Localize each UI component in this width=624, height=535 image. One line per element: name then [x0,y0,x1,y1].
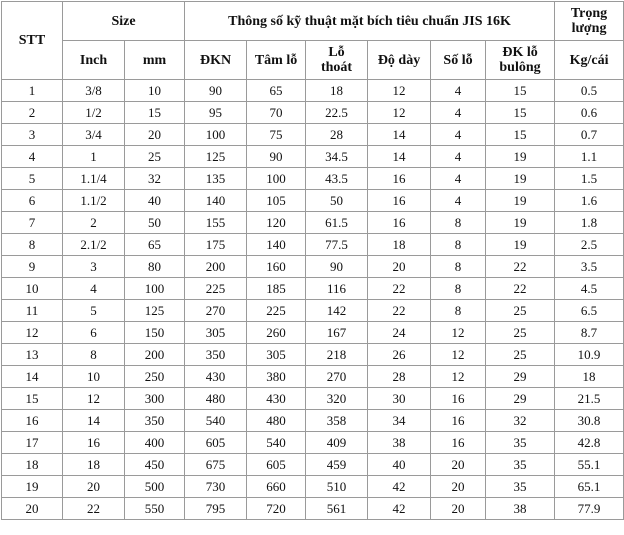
cell-stt: 9 [2,256,63,278]
cell-weight: 0.5 [555,80,624,102]
cell-tam-lo: 185 [247,278,306,300]
cell-lo-thoat: 510 [306,476,368,498]
cell-tam-lo: 660 [247,476,306,498]
cell-inch: 3/8 [63,80,125,102]
cell-do-day: 28 [368,366,431,388]
cell-tam-lo: 75 [247,124,306,146]
cell-weight: 1.8 [555,212,624,234]
cell-dkn: 430 [185,366,247,388]
cell-inch: 3/4 [63,124,125,146]
header-row-sub [2,41,624,80]
cell-mm: 500 [125,476,185,498]
cell-inch: 8 [63,344,125,366]
cell-so-lo: 12 [431,366,486,388]
table-row [2,124,624,146]
cell-lo-thoat: 90 [306,256,368,278]
cell-weight: 4.5 [555,278,624,300]
cell-lo-thoat: 167 [306,322,368,344]
cell-lo-thoat: 18 [306,80,368,102]
table-row [2,256,624,278]
cell-inch: 1 [63,146,125,168]
cell-do-day: 14 [368,124,431,146]
table-row [2,190,624,212]
cell-tam-lo: 605 [247,454,306,476]
cell-inch: 16 [63,432,125,454]
table-row [2,366,624,388]
cell-lo-thoat: 116 [306,278,368,300]
cell-dkn: 140 [185,190,247,212]
cell-do-day: 34 [368,410,431,432]
cell-mm: 40 [125,190,185,212]
cell-stt: 16 [2,410,63,432]
table-row [2,80,624,102]
cell-weight: 0.6 [555,102,624,124]
cell-so-lo: 4 [431,146,486,168]
cell-lo-thoat: 22.5 [306,102,368,124]
cell-lo-thoat: 43.5 [306,168,368,190]
cell-tam-lo: 140 [247,234,306,256]
cell-mm: 15 [125,102,185,124]
cell-dk-lo: 19 [486,234,555,256]
cell-tam-lo: 380 [247,366,306,388]
cell-stt: 8 [2,234,63,256]
cell-stt: 2 [2,102,63,124]
cell-mm: 80 [125,256,185,278]
cell-dk-lo: 19 [486,190,555,212]
cell-do-day: 16 [368,168,431,190]
cell-inch: 2 [63,212,125,234]
cell-weight: 77.9 [555,498,624,520]
cell-dk-lo: 29 [486,366,555,388]
cell-weight: 18 [555,366,624,388]
table-row [2,388,624,410]
cell-inch: 10 [63,366,125,388]
cell-dk-lo: 19 [486,146,555,168]
cell-dkn: 135 [185,168,247,190]
cell-dk-lo: 25 [486,322,555,344]
cell-mm: 20 [125,124,185,146]
table-row [2,146,624,168]
cell-so-lo: 4 [431,168,486,190]
cell-mm: 50 [125,212,185,234]
header-lo-thoat [306,41,368,80]
cell-so-lo: 12 [431,322,486,344]
cell-lo-thoat: 77.5 [306,234,368,256]
table-row [2,344,624,366]
cell-stt: 14 [2,366,63,388]
cell-mm: 150 [125,322,185,344]
header-stt: STT [2,2,63,80]
cell-weight: 3.5 [555,256,624,278]
table-row [2,410,624,432]
header-row-top [2,2,624,41]
header-weight-line2: lượng [571,21,607,36]
cell-dk-lo: 22 [486,278,555,300]
header-dk-lo [486,41,555,80]
cell-dk-lo: 29 [486,388,555,410]
cell-do-day: 30 [368,388,431,410]
cell-do-day: 20 [368,256,431,278]
cell-do-day: 42 [368,498,431,520]
cell-tam-lo: 105 [247,190,306,212]
cell-tam-lo: 305 [247,344,306,366]
cell-do-day: 22 [368,278,431,300]
cell-inch: 1.1/4 [63,168,125,190]
cell-stt: 13 [2,344,63,366]
cell-mm: 550 [125,498,185,520]
cell-so-lo: 8 [431,278,486,300]
cell-dkn: 305 [185,322,247,344]
cell-do-day: 18 [368,234,431,256]
cell-inch: 1.1/2 [63,190,125,212]
cell-stt: 15 [2,388,63,410]
cell-mm: 350 [125,410,185,432]
cell-lo-thoat: 270 [306,366,368,388]
cell-so-lo: 4 [431,80,486,102]
cell-so-lo: 4 [431,102,486,124]
cell-do-day: 12 [368,102,431,124]
cell-stt: 18 [2,454,63,476]
cell-so-lo: 20 [431,454,486,476]
cell-dk-lo: 35 [486,432,555,454]
cell-dkn: 100 [185,124,247,146]
cell-do-day: 26 [368,344,431,366]
cell-dkn: 540 [185,410,247,432]
cell-tam-lo: 70 [247,102,306,124]
header-do-day: Độ dày [368,41,431,80]
header-mm: mm [125,41,185,80]
header-weight-line1: Trọng [570,6,608,21]
cell-weight: 30.8 [555,410,624,432]
table-row [2,300,624,322]
cell-weight: 1.1 [555,146,624,168]
cell-dkn: 90 [185,80,247,102]
header-inch: Inch [63,41,125,80]
cell-lo-thoat: 561 [306,498,368,520]
cell-inch: 5 [63,300,125,322]
cell-lo-thoat: 459 [306,454,368,476]
cell-weight: 21.5 [555,388,624,410]
cell-do-day: 42 [368,476,431,498]
cell-dkn: 175 [185,234,247,256]
cell-weight: 8.7 [555,322,624,344]
cell-so-lo: 12 [431,344,486,366]
cell-lo-thoat: 50 [306,190,368,212]
header-kg-cai: Kg/cái [555,41,624,80]
cell-dkn: 200 [185,256,247,278]
cell-inch: 14 [63,410,125,432]
table-row [2,278,624,300]
cell-mm: 100 [125,278,185,300]
cell-dk-lo: 19 [486,212,555,234]
cell-do-day: 16 [368,212,431,234]
cell-stt: 12 [2,322,63,344]
table-row [2,432,624,454]
cell-stt: 6 [2,190,63,212]
cell-weight: 10.9 [555,344,624,366]
cell-inch: 3 [63,256,125,278]
table-row [2,322,624,344]
cell-inch: 1/2 [63,102,125,124]
cell-mm: 250 [125,366,185,388]
cell-weight: 42.8 [555,432,624,454]
table-row [2,102,624,124]
cell-dkn: 795 [185,498,247,520]
cell-tam-lo: 720 [247,498,306,520]
cell-mm: 400 [125,432,185,454]
cell-mm: 300 [125,388,185,410]
cell-weight: 1.5 [555,168,624,190]
cell-tam-lo: 90 [247,146,306,168]
cell-so-lo: 8 [431,300,486,322]
cell-mm: 65 [125,234,185,256]
cell-dk-lo: 38 [486,498,555,520]
cell-lo-thoat: 320 [306,388,368,410]
cell-stt: 10 [2,278,63,300]
cell-stt: 11 [2,300,63,322]
table-body [2,80,624,520]
cell-lo-thoat: 358 [306,410,368,432]
cell-tam-lo: 160 [247,256,306,278]
cell-dk-lo: 15 [486,80,555,102]
header-weight [555,2,624,41]
cell-dk-lo: 25 [486,344,555,366]
cell-so-lo: 4 [431,124,486,146]
cell-mm: 32 [125,168,185,190]
cell-lo-thoat: 28 [306,124,368,146]
cell-do-day: 24 [368,322,431,344]
cell-stt: 17 [2,432,63,454]
cell-weight: 65.1 [555,476,624,498]
cell-weight: 6.5 [555,300,624,322]
header-lo-thoat-line2: thoát [320,60,353,75]
cell-stt: 20 [2,498,63,520]
cell-do-day: 16 [368,190,431,212]
cell-dkn: 480 [185,388,247,410]
table-row [2,498,624,520]
cell-do-day: 38 [368,432,431,454]
cell-weight: 1.6 [555,190,624,212]
jis-16k-flange-spec-table [1,1,624,520]
header-dk-lo-line1: ĐK lỗ [502,45,538,60]
cell-so-lo: 8 [431,256,486,278]
cell-so-lo: 4 [431,190,486,212]
header-lo-thoat-line1: Lỗ [328,45,345,60]
header-dkn: ĐKN [185,41,247,80]
cell-stt: 5 [2,168,63,190]
table-row [2,212,624,234]
cell-mm: 200 [125,344,185,366]
cell-inch: 12 [63,388,125,410]
cell-tam-lo: 65 [247,80,306,102]
cell-do-day: 12 [368,80,431,102]
table-row [2,234,624,256]
header-size: Size [63,2,185,41]
cell-so-lo: 20 [431,498,486,520]
header-tam-lo: Tâm lỗ [247,41,306,80]
cell-so-lo: 20 [431,476,486,498]
cell-tam-lo: 260 [247,322,306,344]
cell-so-lo: 16 [431,432,486,454]
cell-inch: 20 [63,476,125,498]
cell-do-day: 22 [368,300,431,322]
table-row [2,454,624,476]
cell-dkn: 675 [185,454,247,476]
cell-so-lo: 16 [431,388,486,410]
cell-inch: 2.1/2 [63,234,125,256]
cell-dkn: 730 [185,476,247,498]
cell-inch: 18 [63,454,125,476]
cell-mm: 125 [125,300,185,322]
cell-stt: 1 [2,80,63,102]
cell-dkn: 155 [185,212,247,234]
cell-do-day: 40 [368,454,431,476]
cell-dkn: 350 [185,344,247,366]
cell-lo-thoat: 61.5 [306,212,368,234]
table-row [2,476,624,498]
cell-lo-thoat: 142 [306,300,368,322]
cell-dk-lo: 19 [486,168,555,190]
cell-weight: 55.1 [555,454,624,476]
cell-dk-lo: 32 [486,410,555,432]
cell-so-lo: 8 [431,212,486,234]
cell-lo-thoat: 34.5 [306,146,368,168]
cell-stt: 19 [2,476,63,498]
cell-stt: 3 [2,124,63,146]
cell-lo-thoat: 218 [306,344,368,366]
header-so-lo: Số lỗ [431,41,486,80]
table-row [2,168,624,190]
cell-dkn: 270 [185,300,247,322]
cell-dk-lo: 22 [486,256,555,278]
cell-weight: 2.5 [555,234,624,256]
cell-weight: 0.7 [555,124,624,146]
cell-dk-lo: 35 [486,454,555,476]
cell-tam-lo: 540 [247,432,306,454]
cell-dkn: 95 [185,102,247,124]
cell-dkn: 225 [185,278,247,300]
cell-dk-lo: 25 [486,300,555,322]
cell-tam-lo: 430 [247,388,306,410]
cell-inch: 6 [63,322,125,344]
cell-dk-lo: 15 [486,102,555,124]
cell-tam-lo: 100 [247,168,306,190]
cell-inch: 22 [63,498,125,520]
cell-do-day: 14 [368,146,431,168]
cell-so-lo: 8 [431,234,486,256]
cell-mm: 10 [125,80,185,102]
cell-stt: 4 [2,146,63,168]
cell-dk-lo: 15 [486,124,555,146]
cell-tam-lo: 120 [247,212,306,234]
cell-so-lo: 16 [431,410,486,432]
cell-dk-lo: 35 [486,476,555,498]
cell-dkn: 605 [185,432,247,454]
cell-tam-lo: 480 [247,410,306,432]
cell-stt: 7 [2,212,63,234]
cell-dkn: 125 [185,146,247,168]
cell-inch: 4 [63,278,125,300]
cell-lo-thoat: 409 [306,432,368,454]
cell-tam-lo: 225 [247,300,306,322]
cell-mm: 450 [125,454,185,476]
header-spec-title: Thông số kỹ thuật mặt bích tiêu chuẩn JIS 16K [185,2,555,41]
header-dk-lo-line2: bulông [499,60,541,75]
cell-mm: 25 [125,146,185,168]
